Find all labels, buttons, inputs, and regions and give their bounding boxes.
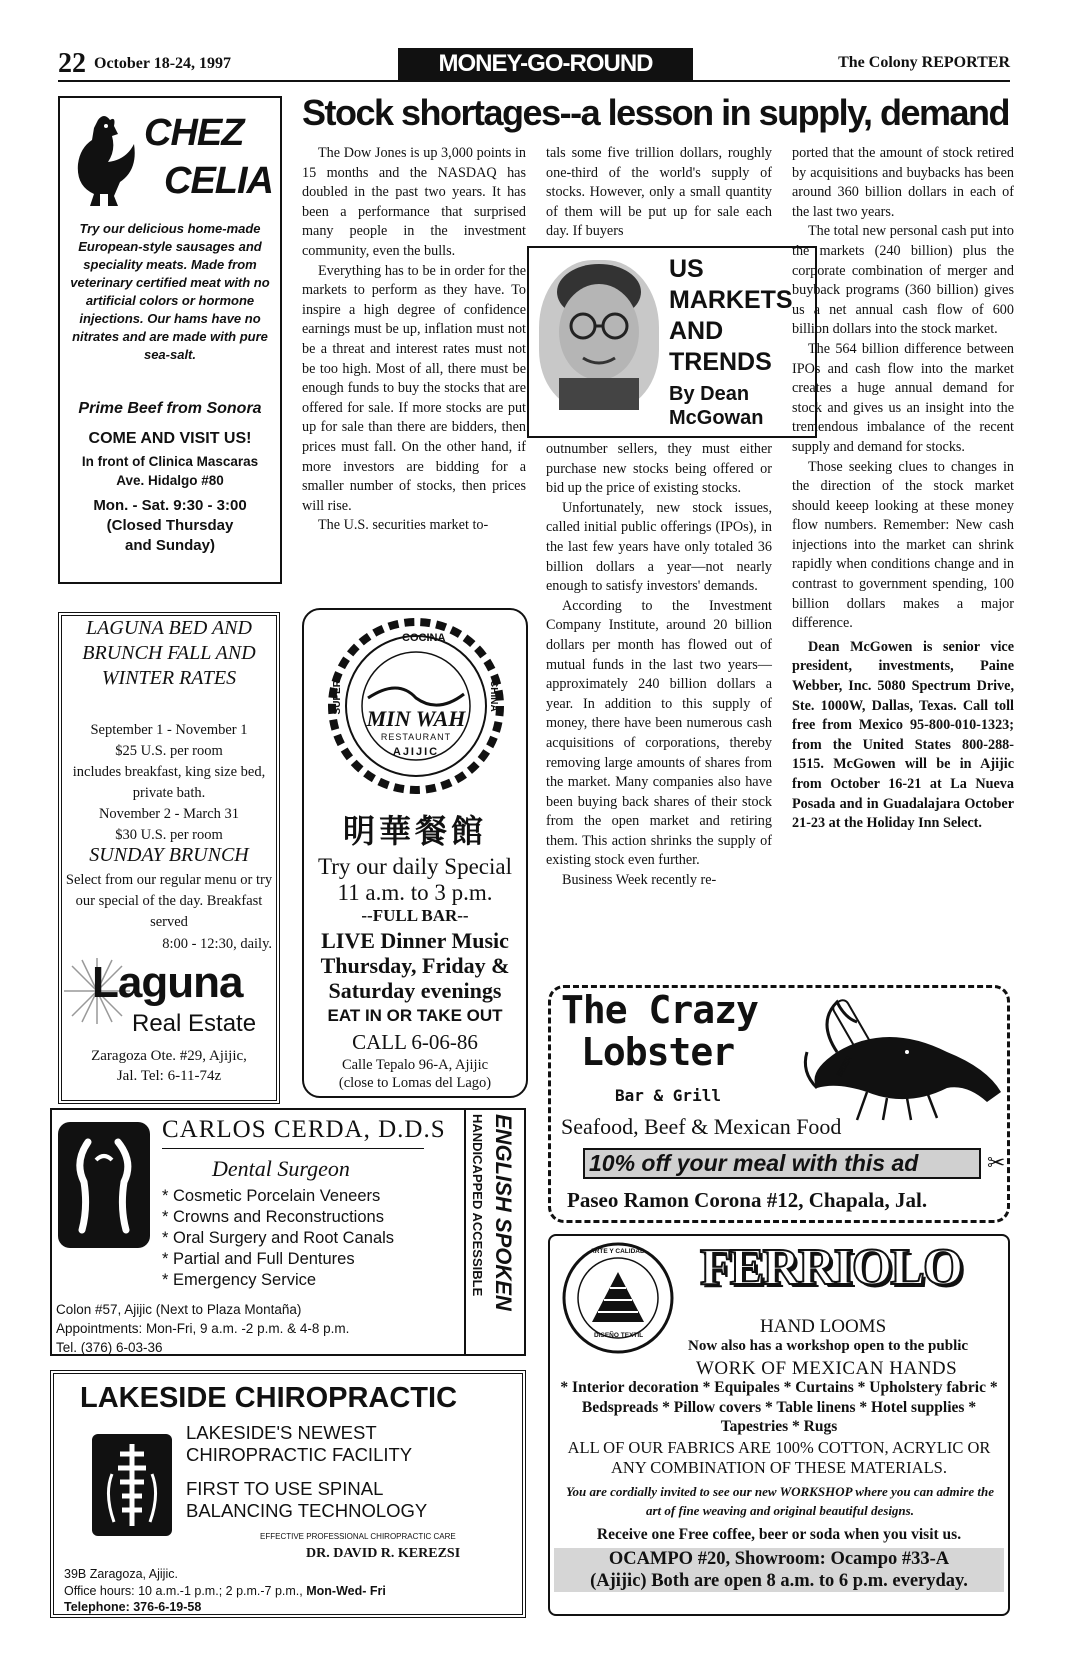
author-photo [539, 260, 659, 410]
chiro-facility: LAKESIDE'S NEWEST CHIROPRACTIC FACILITY [186, 1422, 413, 1465]
paragraph: The 564 billion difference between IPOs and cash flow into the market creates a huge annual demand for stock and gives us an insight into the tremendous imbalance of the recent supply and demand for stocks. [792, 340, 1014, 455]
chez-hours: Mon. - Sat. 9:30 - 3:00 (Closed Thursday and Sunday) [93, 497, 247, 554]
paragraph: tals some five trillion dollars, roughly one-third of the world's supply of stocks. However, only a small quantity of them will be put up for sale each day. If buyers [546, 145, 772, 240]
ad-ferriolo [548, 1234, 1010, 1616]
paragraph: outnumber sellers, they must either purchase new stocks being offered or bid up the price of existing stocks. [546, 441, 772, 497]
author-bio: Dean McGowen is senior vice president, investments, Paine Webber, Inc. 5080 Spectrum Drive, Ste. 1000W, Dallas, Texas. Call toll free from Mexico 95-800-010-1323; from the United States 800-288-1515. McGowen will be in Ajijic from October 16-21 at La Nueva Posada and in Guadalajara October 21-23 at the Holiday Inn Select. [792, 638, 1014, 832]
seal-top: COCINA [402, 632, 446, 644]
chiro-tech: FIRST TO USE SPINAL BALANCING TECHNOLOGY [186, 1478, 428, 1521]
minwah-music: LIVE Dinner Music Thursday, Friday & Saturday evenings [320, 928, 510, 1003]
seal-bottom-text: DISEÑO TEXTIL [594, 1332, 644, 1339]
laguna-brunch-desc: Select from our regular menu or try our special of the day. Breakfast served [65, 872, 273, 930]
lobster-address: Paseo Ramon Corona #12, Chapala, Jal. [567, 1188, 928, 1212]
lobster-coupon: 10% off your meal with this ad [583, 1148, 981, 1179]
rooster-icon [68, 110, 140, 210]
paragraph: Everything has to be in order for the markets to perform as they have. To inspire a high degree of confidence earnings must be up, inflation must not be a threat and interest rates must not be too high. Most of all, there must be enough funds to buy the stocks that are offered for sale. If more stocks are put up for sale than there are bidders, then prices must fall. On the other hand, if more investors are bidding for a smaller number of stocks, then prices will rise. [302, 262, 526, 514]
column-box [527, 246, 817, 438]
ad-dental [50, 1108, 526, 1356]
section-banner: MONEY-GO-ROUND [398, 48, 693, 80]
laguna-rates: September 1 - November 1 $25 U.S. per room includes breakfast, king size bed, private bath. November 2 - March 31 $30 U.S. per room [72, 722, 266, 843]
ad-chez-celia [58, 96, 282, 584]
article-column-3 [792, 144, 1014, 834]
tooth-icon [58, 1122, 150, 1248]
chez-name-2: CELIA [164, 160, 273, 202]
ferriolo-mexican: WORK OF MEXICAN HANDS [696, 1358, 958, 1379]
header-rule [58, 80, 1010, 82]
paragraph: The U.S. securities market to- [318, 517, 489, 534]
article-column-2-top [546, 144, 772, 242]
column-byline: By Dean McGowan [669, 383, 764, 429]
chiro-contact: 39B Zaragoza, Ajijic. Office hours: 10 a.m.-1 p.m.; 2 p.m.-7 p.m., Mon-Wed- Fri Telephone: 376-6-19-58 [64, 1567, 386, 1614]
laguna-logo: Laguna [92, 958, 243, 1007]
article-headline: Stock shortages--a lesson in supply, demand [302, 92, 1010, 133]
dentist-name: CARLOS CERDA, D.D.S [162, 1116, 446, 1143]
laguna-logo-sub: Real Estate [132, 1010, 257, 1037]
dentist-title: Dental Surgeon [212, 1156, 350, 1181]
spine-icon [92, 1434, 172, 1536]
ferriolo-looms: HAND LOOMS [760, 1316, 887, 1337]
minwah-bar: --FULL BAR-- [361, 906, 469, 925]
chez-description: Try our delicious home-made European-style sausages and speciality meats. Made from veterinary certified meat with no artificial colors or hormone injections. Our hams have no nitrates and are made with pure sea-salt. [70, 221, 270, 362]
dental-services: * Cosmetic Porcelain Veneers * Crowns and Reconstructions * Oral Surgery and Root Canals * Partial and Full Dentures * Emergency Service [162, 1187, 395, 1289]
minwah-special: Try our daily Special 11 a.m. to 3 p.m. [318, 854, 512, 905]
minwah-sub: RESTAURANT [380, 732, 452, 742]
lobster-name-2: Lobster [581, 1030, 735, 1074]
chez-visit: COME AND VISIT US! [88, 430, 252, 447]
column-title: US MARKETS AND TRENDS [669, 255, 793, 376]
english-spoken: ENGLISH SPOKEN [491, 1114, 516, 1311]
article-column-1 [302, 144, 526, 536]
portrait-icon [539, 260, 659, 410]
lobster-food: Seafood, Beef & Mexican Food [561, 1114, 842, 1139]
laguna-title: LAGUNA BED AND BRUNCH FALL AND WINTER RATES [82, 617, 256, 689]
seal-right: CHINA [488, 680, 499, 712]
paragraph: The total new personal cash put into the markets (240 billion) plus the corporate combination of merger and buyback programs (360 billion) gives us a net annual cash flow of 600 billion dollars into the stock market. [792, 223, 1014, 338]
paragraph: ported that the amount of stock retired by acquisitions and buybacks has been around 360 billion dollars in each of the last two years. [792, 145, 1014, 220]
ad-crazy-lobster [548, 985, 1010, 1223]
lobster-name-1: The Crazy [561, 988, 758, 1032]
minwah-name: MIN WAH [366, 706, 466, 731]
minwah-address: Calle Tepalo 96-A, Ajijic (close to Lomas del Lago) [338, 1057, 492, 1091]
minwah-chinese: 明華餐館 [342, 813, 487, 849]
article-column-2-bottom [546, 440, 772, 891]
name-underline [162, 1148, 424, 1149]
ferriolo-coffee: Receive one Free coffee, beer or soda when you visit us. [596, 1526, 962, 1543]
seal-text: ARTE Y CALIDAD [590, 1248, 645, 1255]
chez-beef: Prime Beef from Sonora [78, 400, 262, 417]
minwah-call: CALL 6-06-86 [352, 1030, 478, 1054]
dental-divider [464, 1110, 466, 1354]
laguna-brunch: SUNDAY BRUNCH [89, 844, 249, 866]
chez-name-1: CHEZ [144, 112, 244, 154]
handicapped-accessible: HANDICAPPED ACCESSIBLE [470, 1114, 485, 1297]
chez-location: In front of Clinica Mascaras Ave. Hidalgo #80 [81, 454, 259, 488]
paragraph: Those seeking clues to changes in the direction of the stock market should keeep looking at these money flow numbers. Remember: New cash injections into the market can shrink rapidly when conditions change and in contrast to government spending, 100 billion dollars makes a major difference. [792, 458, 1014, 632]
chiro-doctor: DR. DAVID R. KEREZSI [306, 1546, 461, 1561]
page-number: 22 [58, 48, 86, 79]
ferriolo-items: * Interior decoration * Equipales * Curtains * Upholstery fabric * Bedspreads * Pillow covers * Table linens * Hotel supplies * Tapestries * Rugs [560, 1379, 998, 1435]
ad-min-wah [302, 608, 528, 1098]
paragraph: Business Week recently re- [562, 872, 717, 889]
chiro-tagline: EFFECTIVE PROFESSIONAL CHIROPRACTIC CARE [260, 1532, 456, 1541]
dental-contact: Colon #57, Ajijic (Next to Plaza Montaña) Appointments: Mon-Fri, 9 a.m. -2 p.m. & 4-8 p.m. Tel. (376) 6-03-36 [56, 1302, 350, 1355]
minwah-town: AJIJIC [392, 746, 440, 758]
ad-laguna [58, 612, 280, 1104]
scissors-icon: ✂ [987, 1150, 1006, 1175]
paragraph: According to the Investment Company Institute, around 20 billion dollars per month has flowed out of mutual funds in the last two years—approximately 240 billion dollars a year. In addition to this supply of money, there have been numerous cash acquisitions of corporations, thereby removing large amounts of shares from the market. Many companies also have been buying back shares of their stock from the open market and retiring them. This action shrinks the supply of existing stock even further. [546, 597, 772, 869]
publication-name: The Colony REPORTER [838, 54, 1010, 71]
ad-chiropractic [50, 1370, 526, 1618]
paragraph: The Dow Jones is up 3,000 points in 15 months and the NASDAQ has doubled in the past two years. It has been a performance that surprised many people in the investment community, even the bulls. [302, 145, 526, 259]
ferriolo-workshop: Now also has a workshop open to the public [688, 1338, 969, 1354]
ferriolo-fabrics: ALL OF OUR FABRICS ARE 100% COTTON, ACRYLIC OR ANY COMBINATION OF THESE MATERIALS. [567, 1438, 991, 1477]
ferriolo-invite: You are cordially invited to see our new WORKSHOP where you can admire the art of fine weaving and original beautiful designs. [566, 1484, 994, 1518]
lobster-icon [797, 992, 1007, 1122]
paragraph: Unfortunately, new stock issues, called initial public offerings (IPOs), in the last few years have only totaled 36 billion dollars a year—not nearly enough to satisfy investors' demands. [546, 499, 772, 595]
beer-label: BEER [834, 1054, 854, 1079]
issue-date: October 18-24, 1997 [94, 55, 232, 72]
chiro-name: LAKESIDE CHIROPRACTIC [80, 1382, 458, 1414]
laguna-address: Zaragoza Ote. #29, Ajijic, Jal. Tel: 6-11-74z [91, 1048, 247, 1084]
ferriolo-logo: FERRIOLO [700, 1239, 962, 1296]
lobster-sub: Bar & Grill [615, 1086, 721, 1105]
laguna-brunch-hours: 8:00 - 12:30, daily. [162, 936, 272, 952]
minwah-takeout: EAT IN OR TAKE OUT [327, 1006, 503, 1025]
ferriolo-location: OCAMPO #20, Showroom: Ocampo #33-A (Ajijic) Both are open 8 a.m. to 6 p.m. everyday. [554, 1548, 1004, 1592]
seal-left: SUPER [332, 680, 343, 715]
